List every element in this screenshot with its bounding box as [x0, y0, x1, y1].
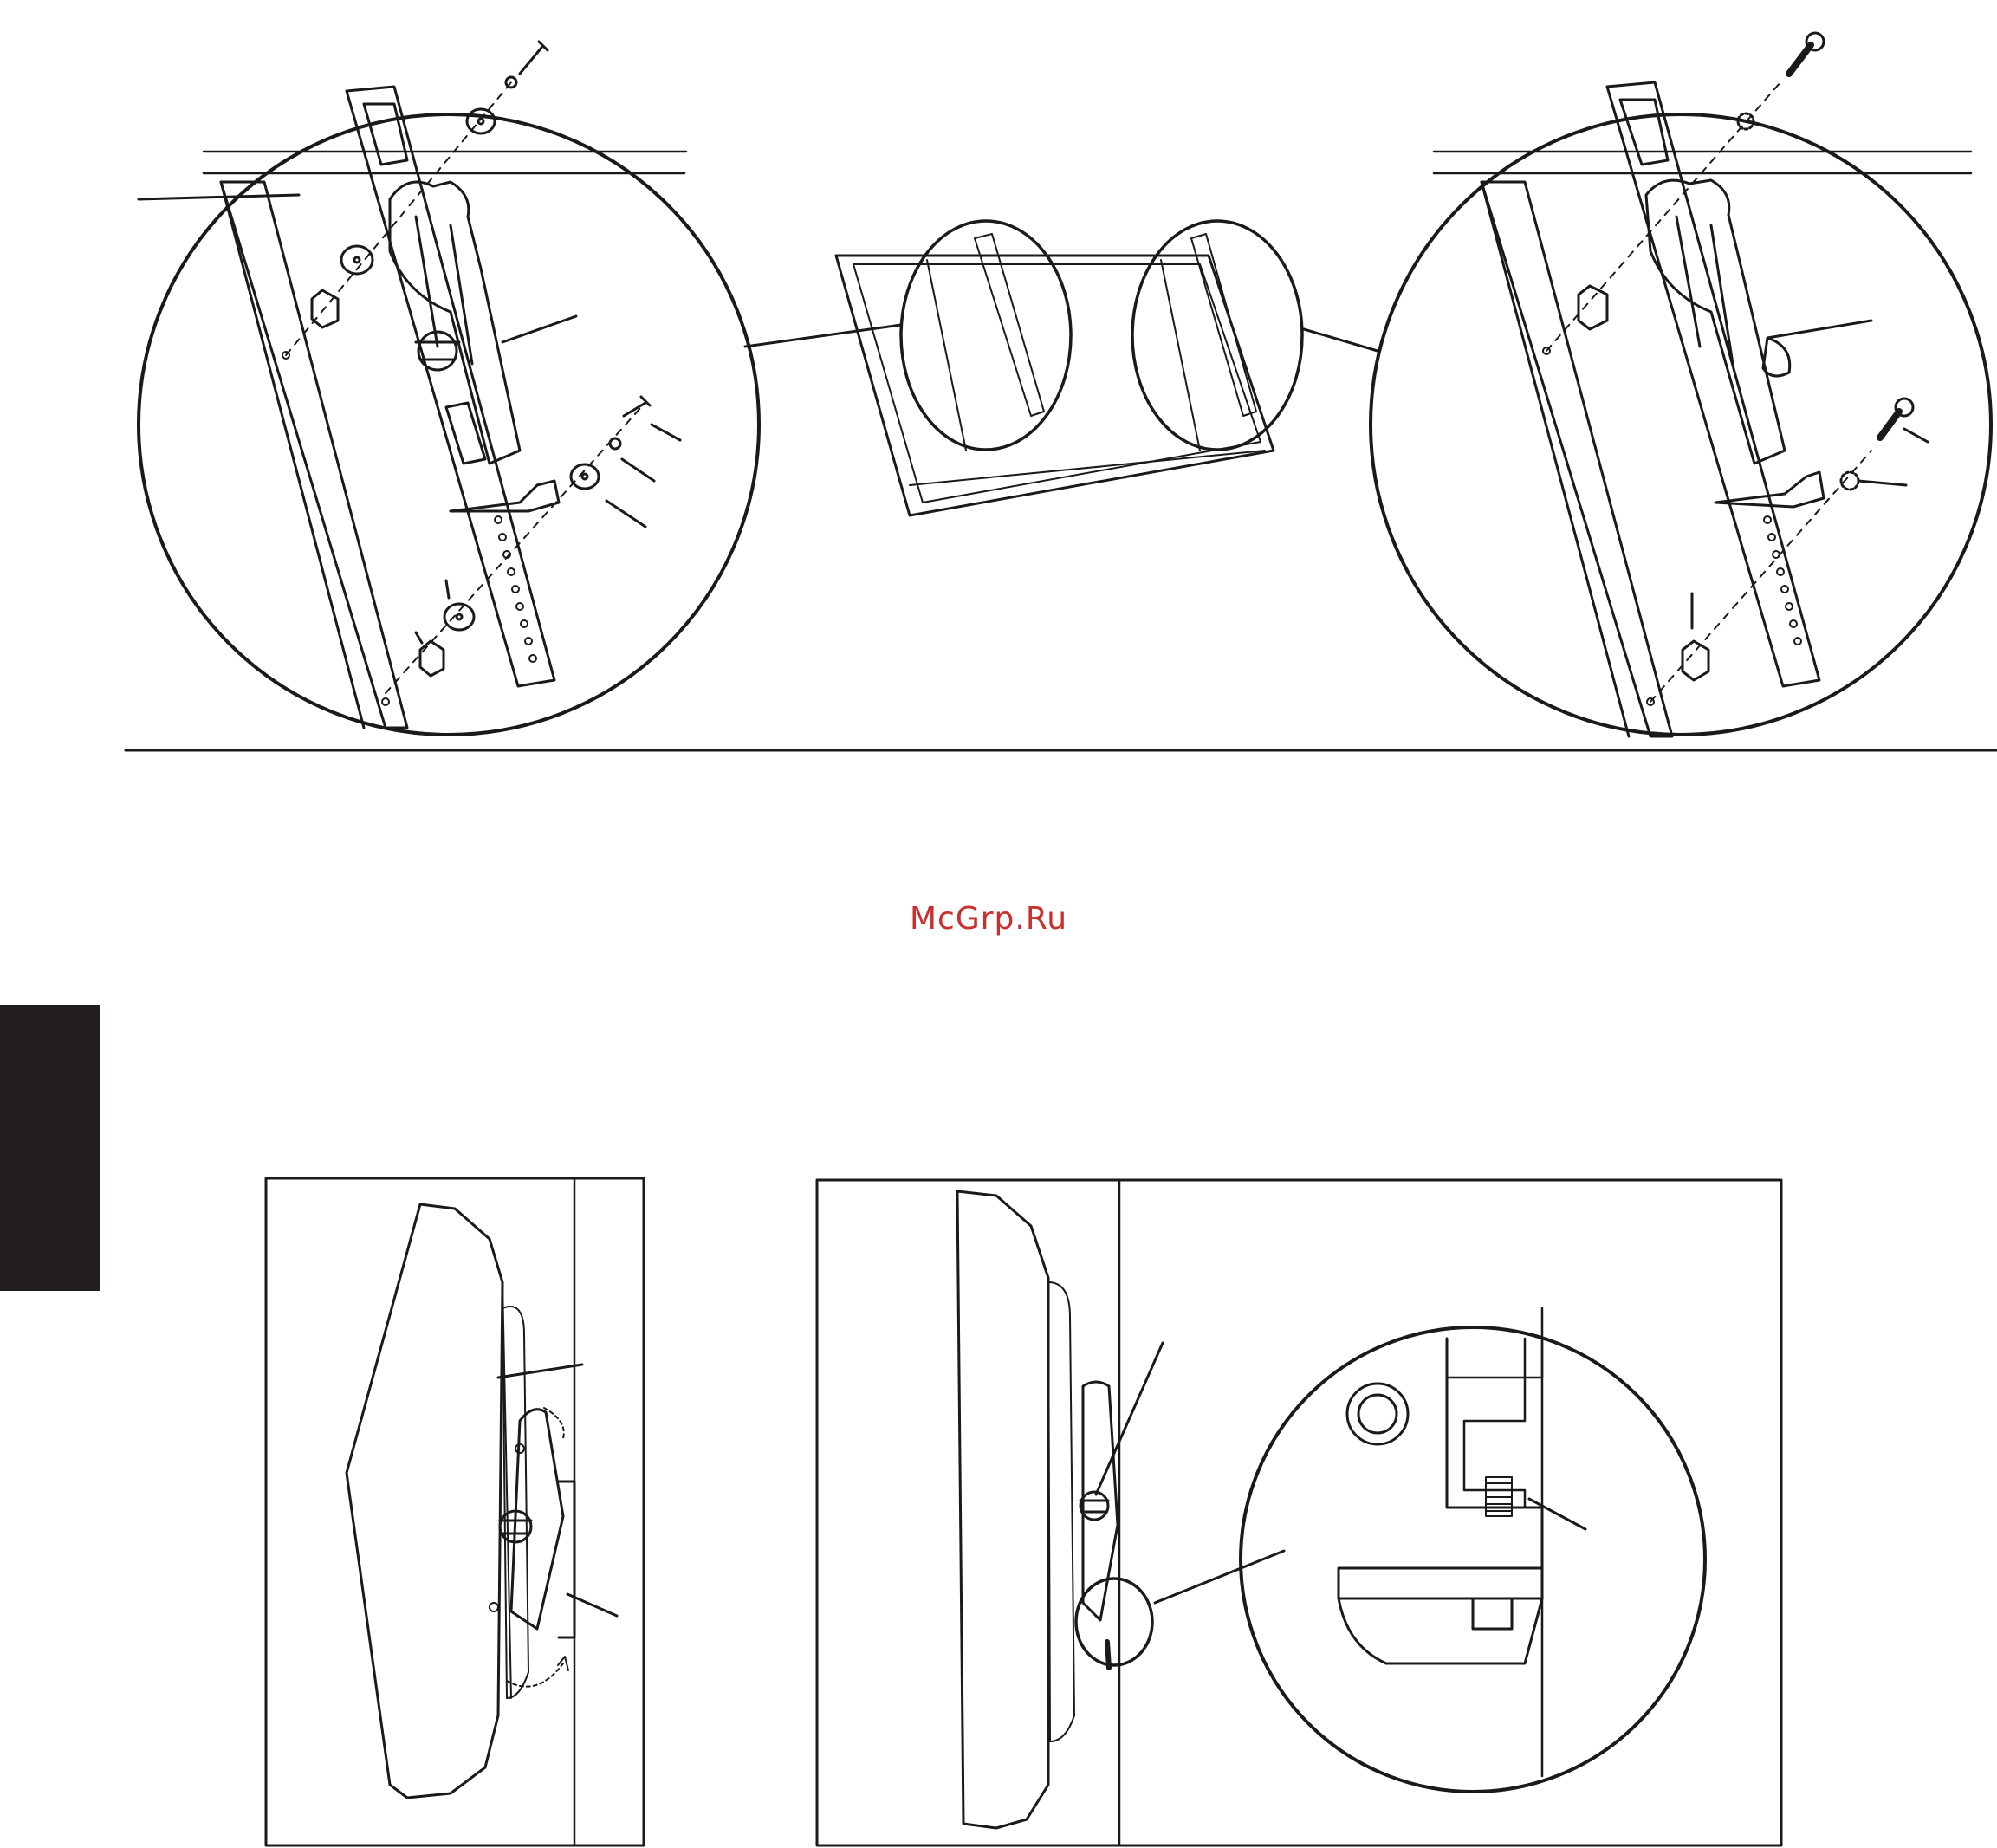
threaded-bolt-icon — [1486, 1477, 1512, 1516]
tv-overview — [836, 221, 1302, 515]
screw-icon — [506, 42, 548, 88]
overview-circle-right — [1132, 221, 1302, 450]
lock-washer-icon — [1738, 113, 1858, 490]
zoom-source-circle — [1076, 1579, 1152, 1665]
zoom-detail-circle — [1241, 1308, 1705, 1792]
right-detail-circle — [1371, 33, 1991, 736]
lock-panel — [817, 1180, 1781, 1845]
tilt-knob-icon — [1080, 1492, 1108, 1520]
bracket-slots — [1764, 516, 1801, 645]
bolt-icon — [1789, 33, 1913, 438]
watermark: McGrp.Ru — [910, 901, 1068, 937]
screw-icon — [610, 397, 650, 449]
tilt-panel — [266, 1178, 644, 1845]
left-detail-circle — [139, 42, 759, 735]
